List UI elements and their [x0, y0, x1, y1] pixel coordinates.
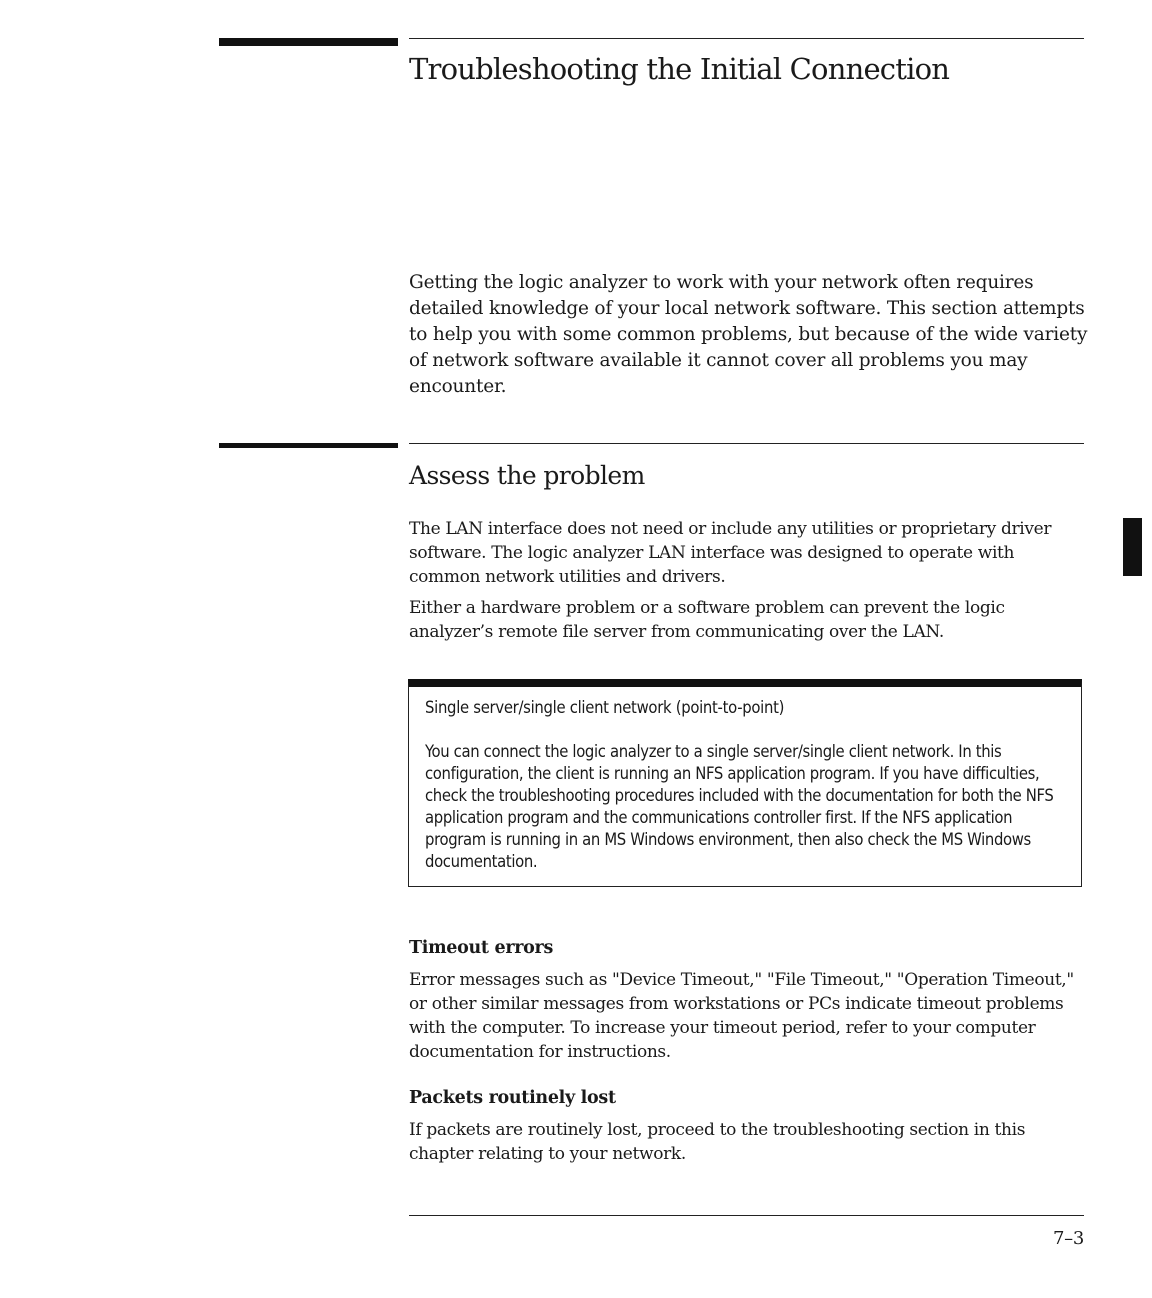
- section-paragraph-hardware-software: Either a hardware problem or a software problem can prevent the logic analyzer’s remote file server from communicating over the LAN.: [409, 598, 1005, 642]
- title-rule-thin: [409, 38, 1084, 39]
- subsection-heading-packets-lost: Packets routinely lost: [409, 1088, 616, 1108]
- chapter-margin-marker: [1123, 518, 1142, 576]
- title-rule-thick: [219, 38, 398, 46]
- subsection-body-timeout-errors: Error messages such as "Device Timeout," "File Timeout," "Operation Timeout," or other similar messages from workstations or PCs indicate timeout problems with the computer. To increase your timeout period, refer to your computer documentation for instructions.: [409, 970, 1074, 1062]
- section-title: Assess the problem: [409, 461, 645, 490]
- footer-rule: [409, 1215, 1084, 1216]
- subsection-heading-timeout-errors: Timeout errors: [409, 938, 554, 958]
- page-title: Troubleshooting the Initial Connection: [409, 52, 950, 86]
- note-title: Single server/single client network (point-to-point): [425, 698, 785, 717]
- section-rule-thin: [409, 443, 1084, 444]
- note-box: [408, 679, 1082, 887]
- section-rule-thick: [219, 443, 398, 448]
- note-body: You can connect the logic analyzer to a single server/single client network. In this configuration, the client is running an NFS application program. If you have difficulties, check the troubleshooting procedures included with the documentation for both the NFS application program and the communications controller first. If the NFS application program is running in an MS Windows environment, then also check the MS Windows documentation.: [425, 742, 1054, 871]
- intro-paragraph: Getting the logic analyzer to work with your network often requires detailed knowledge of your local network software. This section attempts to help you with some common problems, but because of the wide variety of network software available it cannot cover all problems you may encounter.: [409, 272, 1088, 397]
- section-paragraph-lan-interface: The LAN interface does not need or include any utilities or proprietary driver software. The logic analyzer LAN interface was designed to operate with common network utilities and drivers.: [409, 519, 1052, 587]
- page-number: 7–3: [1052, 1228, 1084, 1249]
- subsection-body-packets-lost: If packets are routinely lost, proceed to the troubleshooting section in this chapter relating to your network.: [409, 1120, 1026, 1164]
